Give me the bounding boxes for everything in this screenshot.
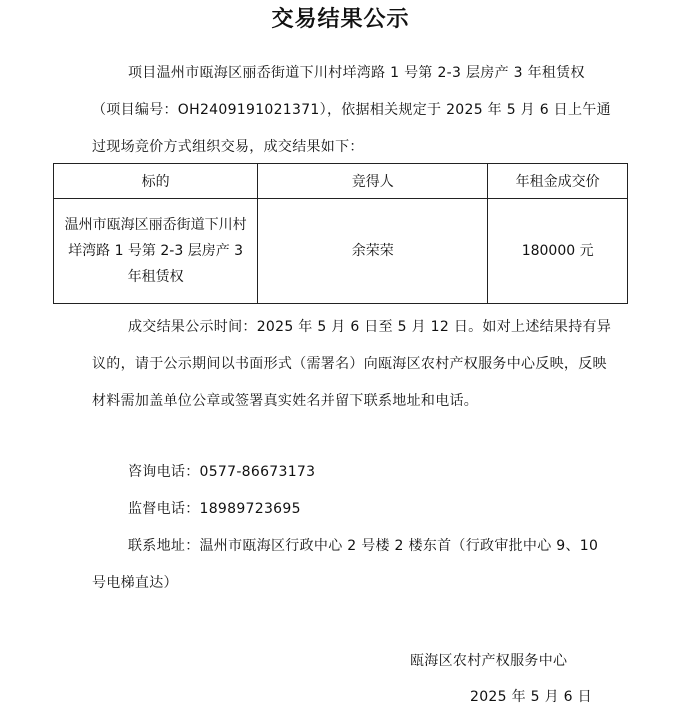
table-header-row <box>54 164 628 199</box>
notice-paragraph: 成交结果公示时间：2025 年 5 月 6 日至 5 月 12 日。如对上述结果持有异议的，请于公示期间以书面形式（需署名）向瓯海区农村产权服务中心反映，反映材料需加盖单位公章或签署真实姓名并留下联系地址和电话。 <box>92 319 612 409</box>
signature-org: 瓯海区农村产权服务中心 <box>410 653 568 669</box>
cell-winner: 余荣荣 <box>258 199 488 304</box>
intro-paragraph: 项目温州市瓯海区丽岙街道下川村垟湾路 1 号第 2-3 层房产 3 年租赁权（项目编号：OH2409191021371），依据相关规定于 2025 年 5 月 6 日上午通过现场竞价方式组织交易，成交结果如下： <box>92 65 611 155</box>
consult-phone: 咨询电话：0577-86673173 <box>128 464 316 480</box>
table-row <box>54 199 628 304</box>
result-table <box>53 163 628 304</box>
header-winner: 竞得人 <box>258 164 488 199</box>
cell-subject: 温州市瓯海区丽岙街道下川村垟湾路 1 号第 2-3 层房产 3 年租赁权 <box>54 199 258 304</box>
header-price: 年租金成交价 <box>488 164 628 199</box>
contact-address: 联系地址：温州市瓯海区行政中心 2 号楼 2 楼东首（行政审批中心 9、10 号电梯直达） <box>92 538 599 591</box>
header-subject: 标的 <box>54 164 258 199</box>
page-title: 交易结果公示 <box>271 7 410 32</box>
cell-price: 180000 元 <box>488 199 628 304</box>
supervise-phone: 监督电话：18989723695 <box>128 501 301 517</box>
signature-date: 2025 年 5 月 6 日 <box>470 689 592 705</box>
